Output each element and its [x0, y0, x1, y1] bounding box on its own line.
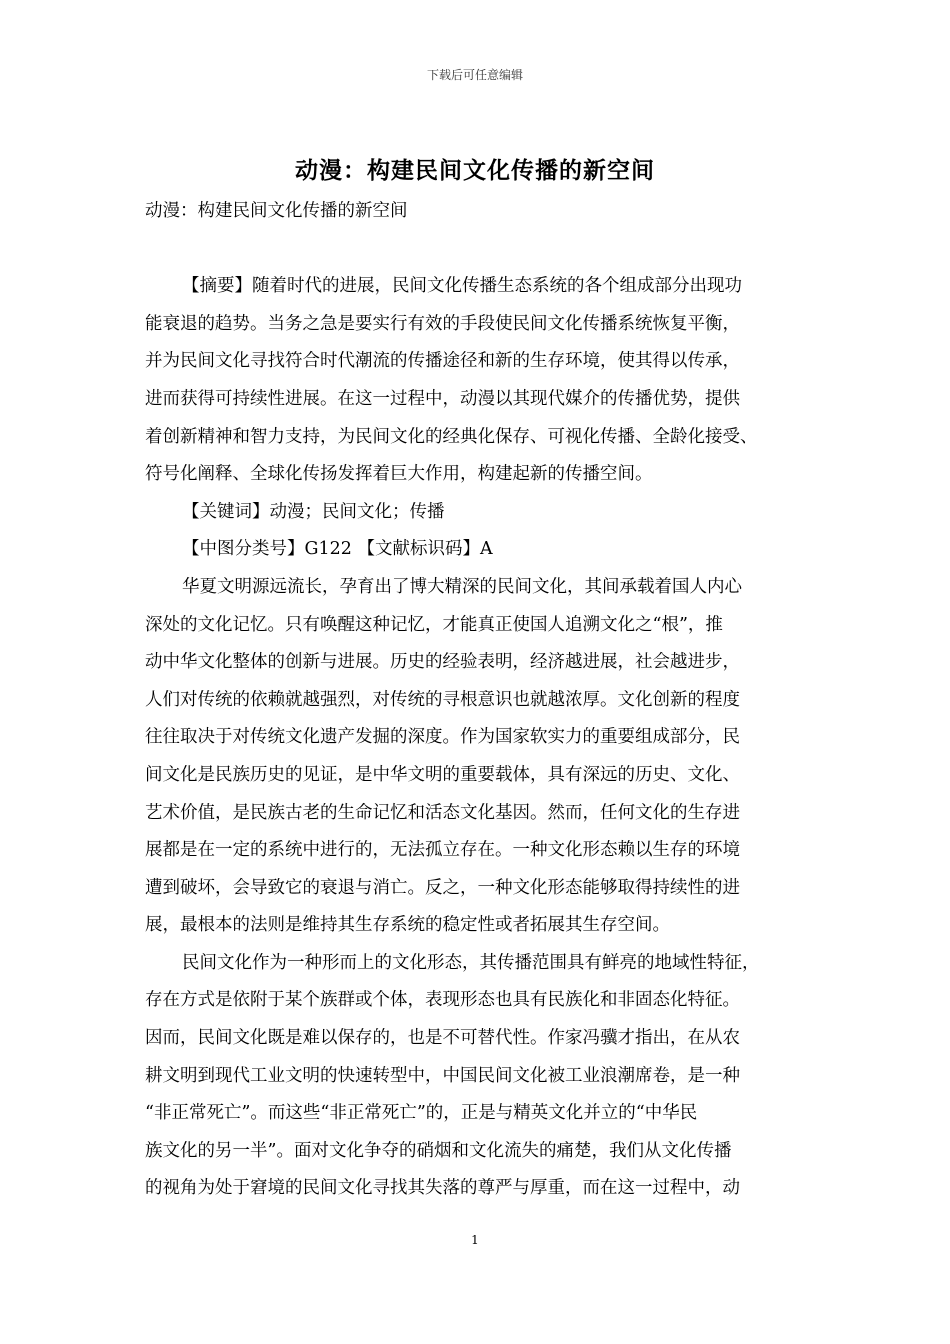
abstract-line: 着创新精神和智力支持，为民间文化的经典化保存、可视化传播、全龄化接受、 [145, 426, 758, 447]
paragraph-line: 耕文明到现代工业文明的快速转型中，中国民间文化被工业浪潮席卷，是一种 [145, 1065, 740, 1086]
abstract-section [145, 268, 810, 494]
abstract-line: 能衰退的趋势。当务之急是要实行有效的手段使民间文化传播系统恢复平衡， [145, 313, 740, 334]
paragraph-line: 的视角为处于窘境的民间文化寻找其失落的尊严与厚重，而在这一过程中，动 [145, 1178, 740, 1199]
abstract-line: 符号化阐释、全球化传扬发挥着巨大作用，构建起新的传播空间。 [145, 464, 653, 485]
page-number: 1 [471, 1233, 479, 1247]
paragraph-line: 展，最根本的法则是维持其生存系统的稳定性或者拓展其生存空间。 [145, 915, 670, 936]
paragraph-line: “非正常死亡”。而这些“非正常死亡”的，正是与精英文化并立的“中华民 [145, 1103, 698, 1124]
paragraph-line: 遭到破坏，会导致它的衰退与消亡。反之，一种文化形态能够取得持续性的进 [145, 877, 740, 898]
paragraph-line: 华夏文明源远流长，孕育出了博大精深的民间文化，其间承载着国人内心 [182, 576, 742, 597]
paragraph-line: 间文化是民族历史的见证，是中华文明的重要载体，具有深远的历史、文化、 [145, 764, 740, 785]
paragraph-line: 民间文化作为一种形而上的文化形态，其传播范围具有鲜亮的地域性特征， [182, 952, 760, 973]
document-title: 动漫：构建民间文化传播的新空间 [295, 157, 655, 184]
paragraph-line: 往往取决于对传统文化遗产发掘的深度。作为国家软实力的重要组成部分，民 [145, 727, 740, 748]
paragraph-line: 艺术价值，是民族古老的生命记忆和活态文化基因。然而，任何文化的生存进 [145, 802, 740, 823]
paragraph-line: 深处的文化记忆。只有唤醒这种记忆，才能真正使国人追溯文化之“根”，推 [145, 614, 723, 635]
paragraph-2 [145, 945, 810, 1208]
subtitle-line: 动漫：构建民间文化传播的新空间 [145, 201, 408, 221]
abstract-line: 【摘要】随着时代的进展，民间文化传播生态系统的各个组成部分出现功 [182, 276, 742, 297]
document-body [145, 193, 810, 1208]
paragraph-line: 因而，民间文化既是难以保存的，也是不可替代性。作家冯骥才指出，在从农 [145, 1028, 740, 1049]
abstract-line: 并为民间文化寻找符合时代潮流的传播途径和新的生存环境，使其得以传承， [145, 351, 740, 372]
paragraph-line: 族文化的另一半”。面对文化争夺的硝烟和文化流失的痛楚，我们从文化传播 [145, 1140, 732, 1161]
paragraph-line: 存在方式是依附于某个族群或个体，表现形态也具有民族化和非固态化特征。 [145, 990, 740, 1011]
classification-line: 【中图分类号】G122 【文献标识码】A [182, 539, 493, 560]
abstract-line: 进而获得可持续性进展。在这一过程中，动漫以其现代媒介的传播优势，提供 [145, 388, 740, 409]
paragraph-line: 展都是在一定的系统中进行的，无法孤立存在。一种文化形态赖以生存的环境 [145, 840, 740, 861]
blank-line [145, 231, 810, 269]
keywords-line: 【关键词】动漫；民间文化；传播 [182, 501, 445, 522]
paragraph-line: 人们对传统的依赖就越强烈，对传统的寻根意识也就越浓厚。文化创新的程度 [145, 689, 740, 710]
header-note: 下载后可任意编辑 [426, 68, 523, 82]
paragraph-1 [145, 569, 810, 945]
paragraph-line: 动中华文化整体的创新与进展。历史的经验表明，经济越进展，社会越进步， [145, 652, 740, 673]
